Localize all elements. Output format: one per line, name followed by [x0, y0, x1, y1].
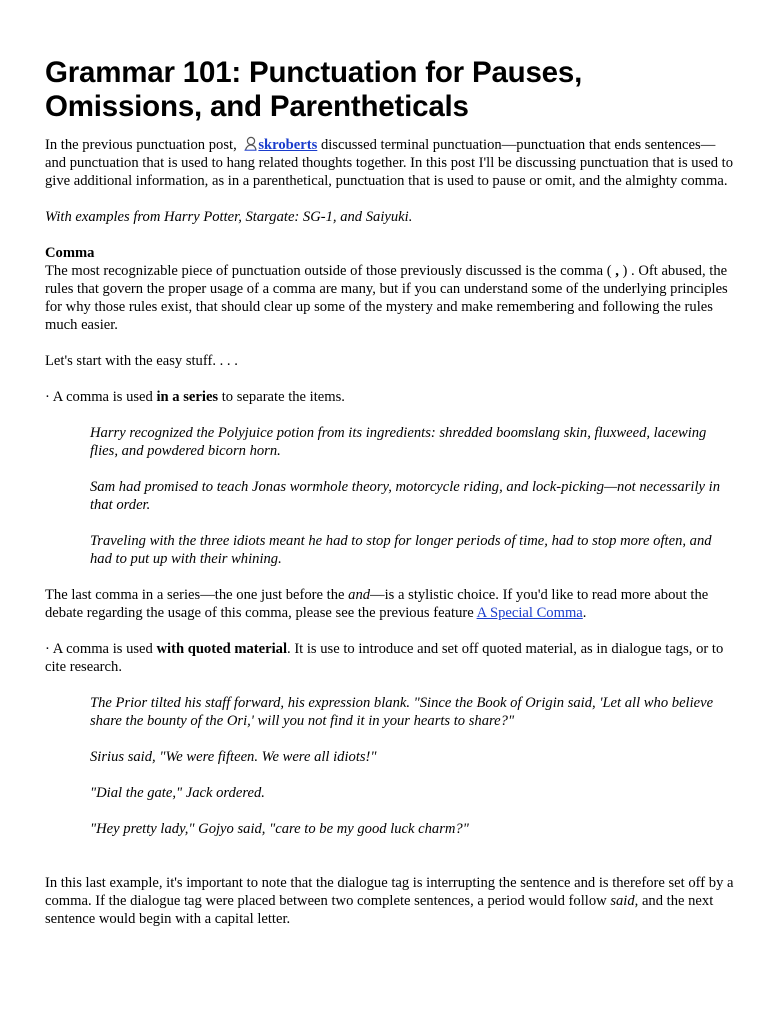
special-comma-link[interactable]: A Special Comma [476, 605, 583, 621]
series-example: Traveling with the three idiots meant he had to stop for longer periods of time, had to stop more often, and had to put up with their whining. [90, 533, 712, 567]
intro-text-start: In the previous punctuation post, [45, 137, 241, 153]
comma-symbol: , [615, 263, 619, 279]
quoted-example: "Hey pretty lady," Gojyo said, "care to be my good luck charm?" [90, 821, 469, 837]
quoted-example: The Prior tilted his staff forward, his expression blank. "Since the Book of Origin said, 'Let all who believe share the bounty of the Ori,' will you not find it in your hearts to share?" [90, 695, 714, 729]
series-example: Sam had promised to teach Jonas wormhole theory, motorcycle riding, and lock-picking—not necessarily in that order. [90, 479, 720, 513]
series-example: Harry recognized the Polyjuice potion from its ingredients: shredded boomslang skin, fluxweed, lacewing flies, and powdered bicorn horn. [90, 425, 707, 459]
comma-text-start: The most recognizable piece of punctuation outside of those previously discussed is the comma ( [45, 263, 616, 279]
quoted-example: "Dial the gate," Jack ordered. [90, 785, 265, 801]
rule-quoted [45, 640, 735, 676]
dialogue-note-start: In this last example, it's important to note that the dialogue tag is interrupting the sentence and is therefore set off by a comma. If the dialogue tag were placed between two complete sentences, a period would follow [45, 875, 734, 909]
rule-series [45, 388, 735, 406]
quoted-examples [90, 694, 730, 838]
series-note [45, 586, 735, 622]
examples-note: With examples from Harry Potter, Stargate: SG-1, and Saiyuki. [45, 209, 413, 225]
username[interactable]: skroberts [258, 137, 318, 153]
series-note-end: . [582, 605, 587, 621]
comma-text-end: ) . Oft abused, the rules that govern the proper usage of a comma are many, but if you can understand some of the underlying principles for why those rules exist, that should clear up some of the mystery and make remembering and following the rules much easier. [45, 263, 728, 333]
dialogue-note-end: , and the next sentence would begin with a capital letter. [45, 893, 714, 927]
rule-series-bold: in a series [156, 389, 219, 405]
series-note-and: and [348, 587, 371, 603]
dialogue-tag-note [45, 874, 735, 928]
rule-series-bullet: · A comma is used [45, 389, 157, 405]
comma-heading: Comma [45, 245, 95, 261]
intro-text-end: discussed terminal punctuation—punctuation that ends sentences—and punctuation that is used to hang related thoughts together. In this post I'll be discussing punctuation that is used to give additional information, as in a parenthetical, punctuation that is used to pause or omit, and the almighty comma. [45, 137, 734, 189]
easy-stuff-line: Let's start with the easy stuff. . . . [45, 353, 238, 369]
intro-paragraph [45, 136, 735, 190]
series-examples [90, 424, 730, 568]
comma-intro-paragraph [45, 262, 735, 334]
series-note-start: The last comma in a series—the one just before the [45, 587, 349, 603]
user-icon [244, 136, 257, 151]
series-note-middle: —is a stylistic choice. If you'd like to read more about the debate regarding the usage of this comma, please see the previous feature [45, 587, 709, 621]
rule-quoted-rest: . It is use to introduce and set off quoted material, as in dialogue tags, or to cite research. [45, 641, 724, 675]
article [45, 0, 735, 928]
rule-series-rest: to separate the items. [218, 389, 345, 405]
page-title: Grammar 101: Punctuation for Pauses, Omissions, and Parentheticals [45, 56, 583, 123]
dialogue-note-said: said [610, 893, 635, 909]
user-link-skroberts[interactable] [240, 137, 317, 153]
quoted-example: Sirius said, "We were fifteen. We were all idiots!" [90, 749, 377, 765]
rule-quoted-bullet: · A comma is used [45, 641, 157, 657]
rule-quoted-bold: with quoted material [156, 641, 288, 657]
